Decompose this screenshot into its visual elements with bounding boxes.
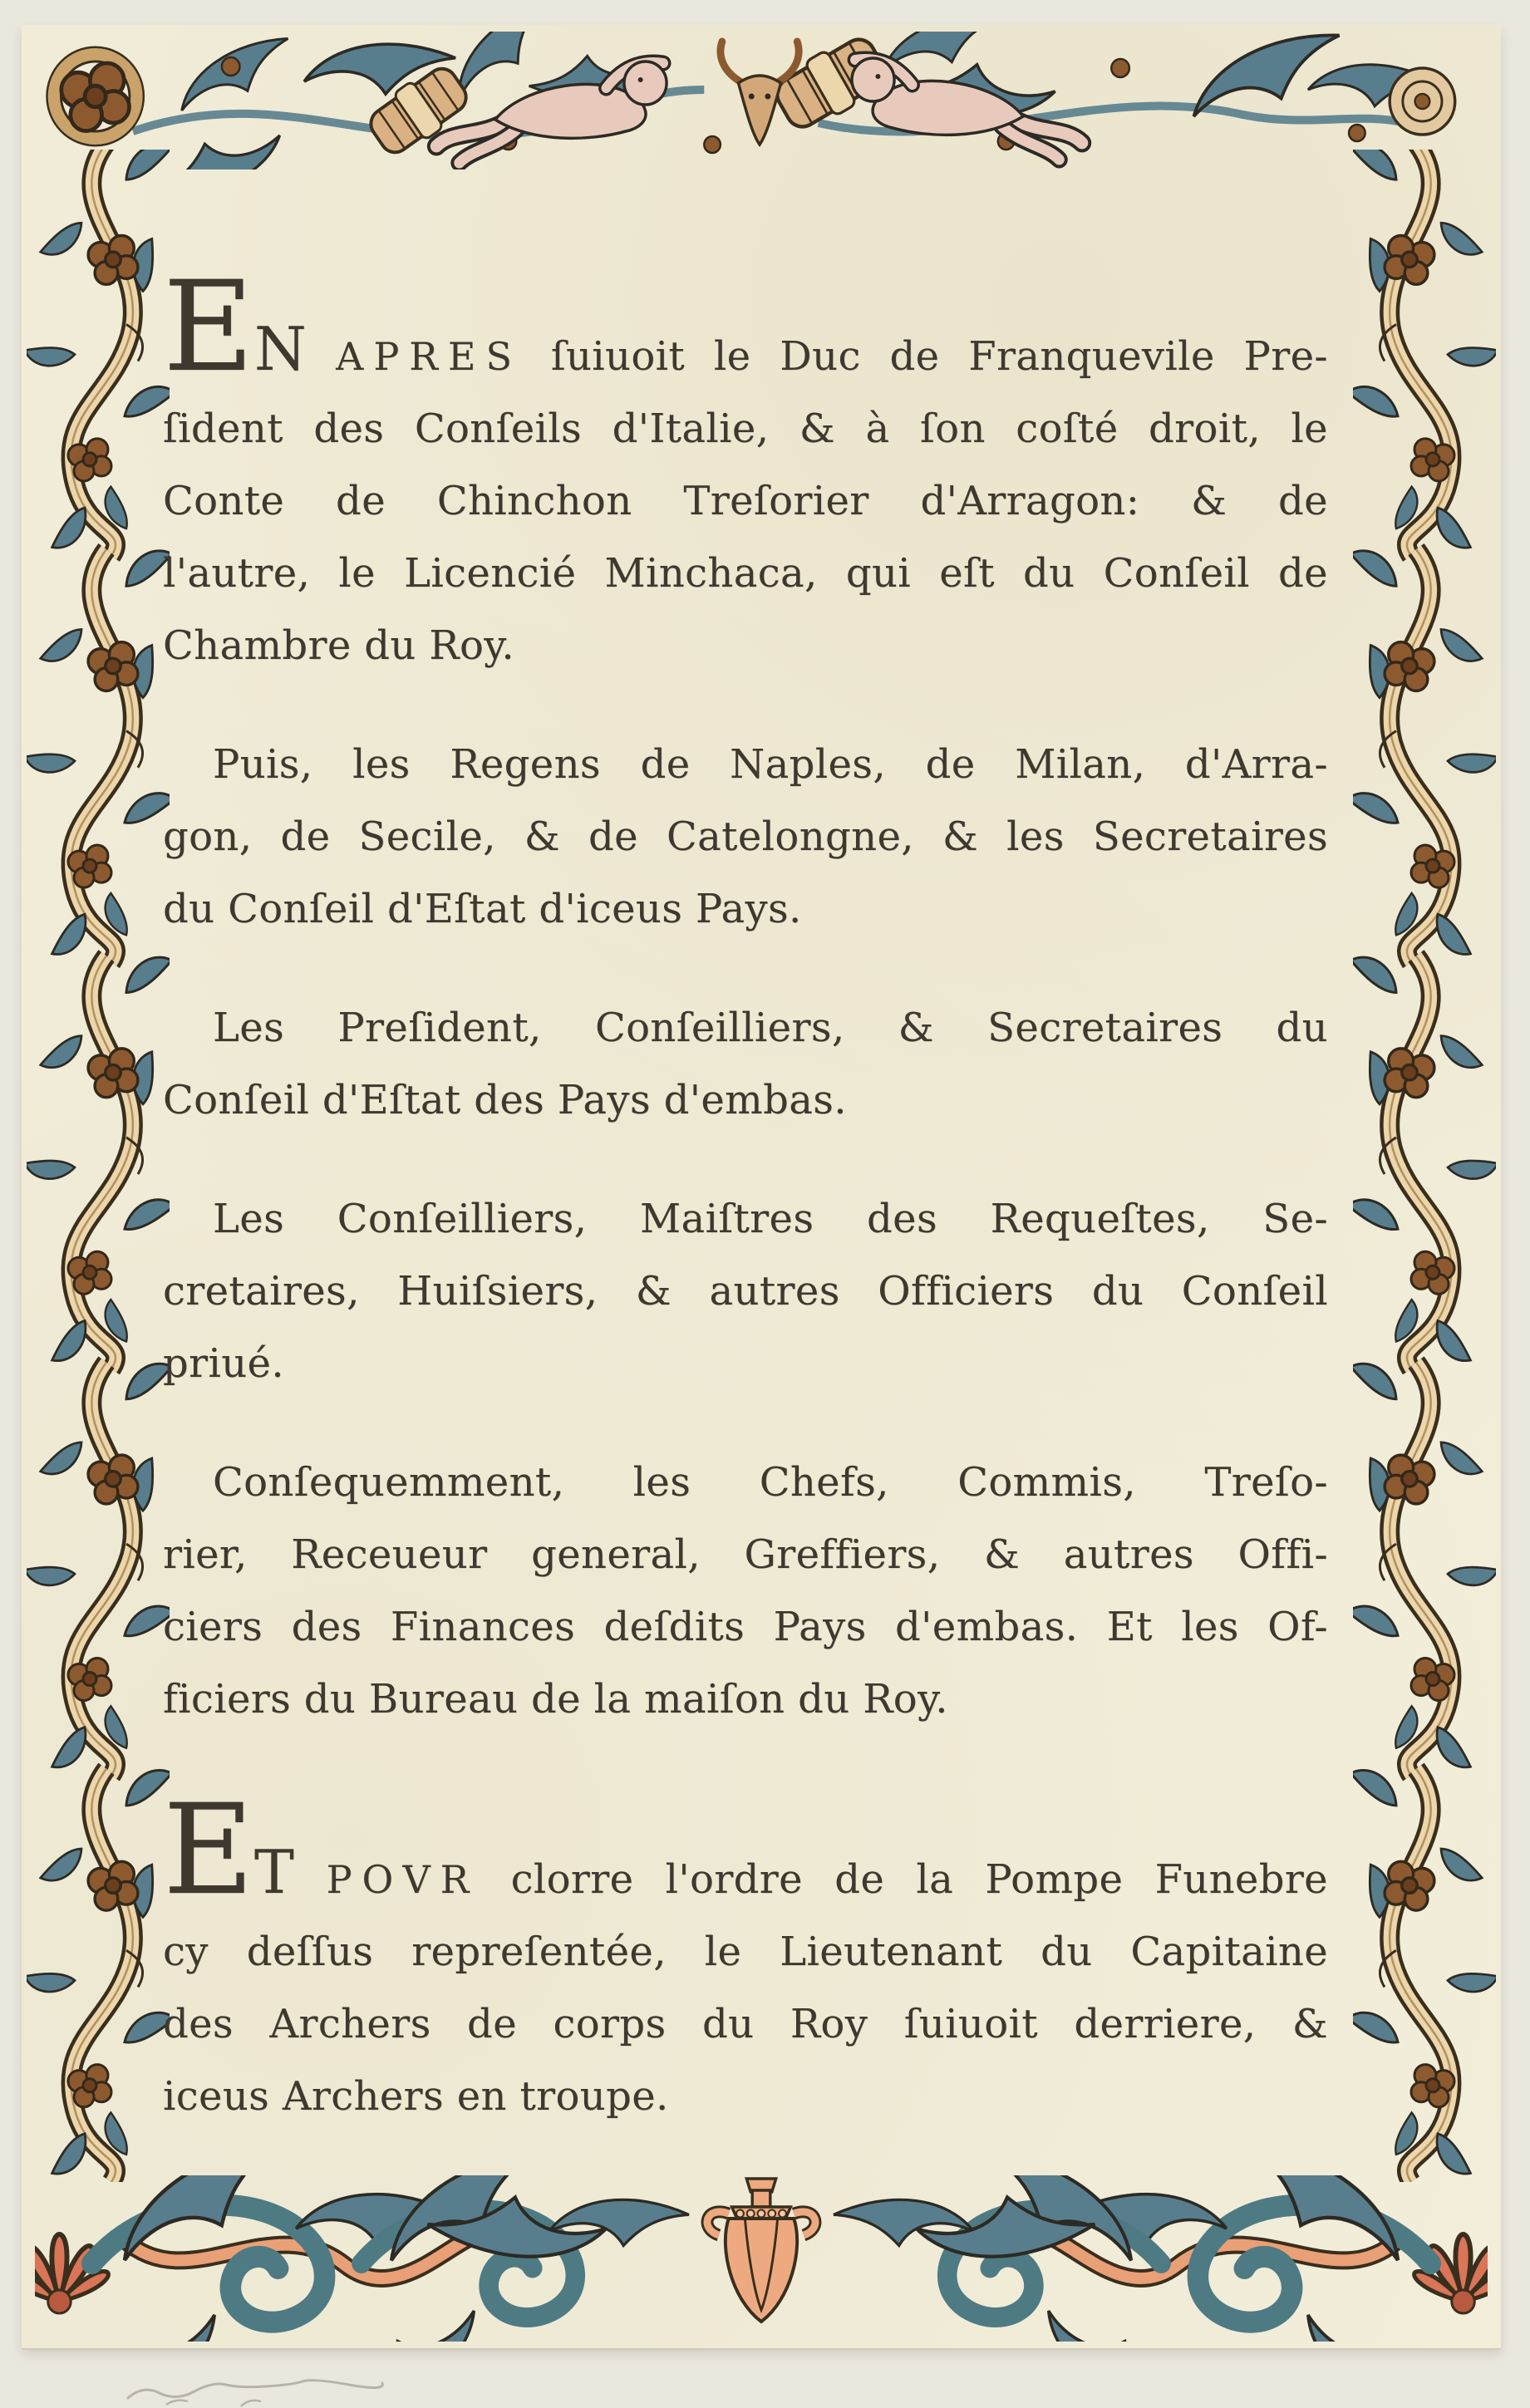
text-line: Conſequemment, les Chefs, Commis, Treſo- (213, 1459, 1328, 1506)
lead-small-caps: APRES (336, 334, 523, 379)
paragraph (163, 1778, 1328, 2133)
text-line: EN APRES ſuiuoit le Duc de Franquevile Pre- (163, 255, 1328, 400)
text-line: des Archers de corps du Roy ſuiuoit derriere, & (163, 2001, 1328, 2047)
decorated-initial: E (163, 1778, 254, 1923)
left-vine-border (27, 150, 170, 2182)
pencil-inscription (116, 2370, 432, 2408)
text-line: iceus Archers en troupe. (163, 2073, 669, 2120)
text-line: Chambre du Roy. (163, 622, 515, 669)
text-line: ET POVR clorre l'ordre de la Pompe Funebre (163, 1778, 1328, 1923)
urn-ornament (707, 2179, 815, 2322)
paragraph (163, 1183, 1328, 1400)
text-line: gon, de Secile, & de Catelongne, & les Secretaires (163, 813, 1328, 860)
text-line: du Conſeil d'Eſtat d'iceus Pays. (163, 886, 802, 932)
text-line: ficiers du Bureau de la maiſon du Roy. (163, 1676, 948, 1722)
lead-capital: N (253, 314, 307, 384)
text-line: Conſeil d'Eſtat des Pays d'embas. (163, 1077, 847, 1123)
text-line: Conte de Chinchon Treſorier d'Arragon: & de (163, 478, 1328, 524)
volute-ornament (1390, 68, 1455, 135)
text-line: Puis, les Regens de Naples, de Milan, d'Arra- (213, 741, 1328, 788)
paragraph (163, 729, 1328, 946)
paragraph (163, 992, 1328, 1137)
text-line: cy deſſus repreſentée, le Lieutenant du Capitaine (163, 1929, 1328, 1975)
lead-small-caps: POVR (326, 1857, 480, 1902)
decorated-initial: E (163, 255, 254, 400)
paragraph (163, 1447, 1328, 1736)
text-line: Les Conſeilliers, Maiſtres des Requeſtes, Se- (213, 1196, 1328, 1242)
right-vine-border (1353, 150, 1496, 2182)
text-line: l'autre, le Licencié Minchaca, qui eſt du Conſeil de (163, 550, 1328, 597)
text-line: ciers des Finances deſdits Pays d'embas. Et les Of- (163, 1604, 1328, 1650)
lead-capital: T (253, 1837, 295, 1907)
corner-roundel (47, 47, 144, 145)
paper-sheet (22, 25, 1501, 2348)
text-line: cretaires, Huiſsiers, & autres Officiers du Conſeil (163, 1268, 1328, 1315)
top-frieze-ornament (35, 32, 1488, 170)
text-line: rier, Receueur general, Greffiers, & autres Offi- (163, 1531, 1328, 1578)
paragraph (163, 255, 1328, 682)
mirrored-scrollwork (833, 2175, 1488, 2342)
text-line: priué. (163, 1340, 285, 1387)
text-line: ſident des Conſeils d'Italie, & à ſon coſté droit, le (163, 405, 1328, 452)
letterpress-text-block (163, 255, 1328, 2133)
text-line: Les Preſident, Conſeilliers, & Secretaires du (213, 1005, 1328, 1051)
bottom-frieze-ornament (35, 2175, 1488, 2342)
